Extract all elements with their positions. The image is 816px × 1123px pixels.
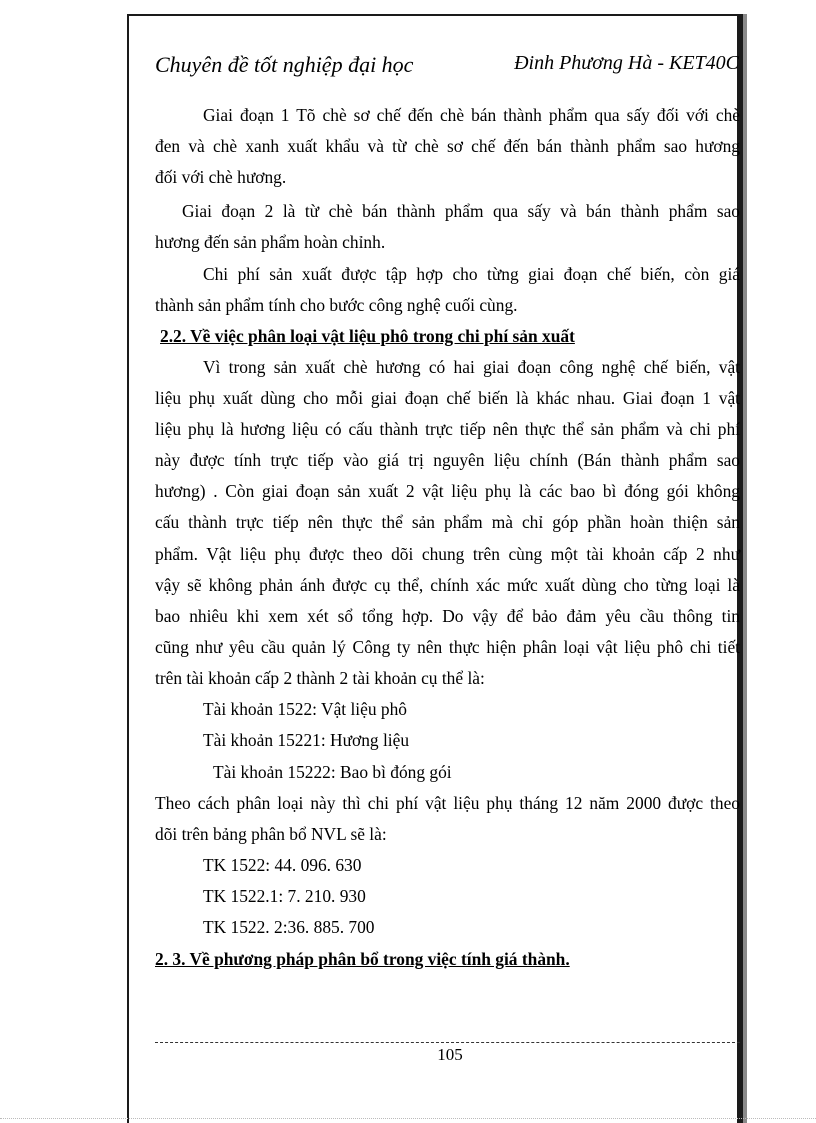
text-line: dõi trên bảng phân bổ NVL sẽ là:: [155, 824, 387, 844]
amount-line: TK 1522: 44. 096. 630: [203, 855, 362, 875]
amount-line: TK 1522.1: 7. 210. 930: [203, 886, 366, 906]
text-line: Giai đoạn 1 Tõ chè sơ chế đến chè bán thành phẩm qua sấy đối với chè: [203, 105, 740, 125]
section-heading: 2.2. Về việc phân loại vật liệu phô trong chi phí sản xuất: [160, 326, 575, 346]
text-line: liệu phụ xuất dùng cho mỗi giai đoạn chế biến là khác nhau. Giai đoạn 1 vật: [155, 388, 740, 408]
page-header: [155, 52, 739, 84]
text-line: hương đến sản phẩm hoàn chỉnh.: [155, 232, 386, 252]
header-title: Chuyên đề tốt nghiệp đại học: [155, 52, 414, 77]
text-line: Vì trong sản xuất chè hương có hai giai đoạn công nghệ chế biến, vật: [203, 357, 740, 377]
text-line: hương) . Còn giai đoạn sản xuất 2 vật liệu phụ là các bao bì đóng gói không: [155, 481, 740, 501]
text-line: cũng như yêu cầu quản lý Công ty nên thực hiện phân loại vật liệu phô chi tiết: [155, 637, 740, 657]
text-line: đen và chè xanh xuất khẩu và từ chè sơ chế đến bán thành phẩm sao hương: [155, 136, 740, 156]
section-heading: 2. 3. Về phương pháp phân bổ trong việc tính giá thành.: [155, 949, 570, 969]
text-line: Chi phí sản xuất được tập hợp cho từng giai đoạn chế biến, còn giá: [203, 264, 740, 284]
page-number: 105: [437, 1045, 463, 1064]
account-line: Tài khoản 15221: Hương liệu: [203, 730, 410, 750]
text-line: phẩm. Vật liệu phụ được theo dõi chung trên cùng một tài khoản cấp 2 như: [155, 544, 740, 564]
header-author: Đinh Phương Hà - KET40C: [514, 52, 739, 74]
text-line: cấu thành trực tiếp nên thực thể sản phẩm mà chỉ góp phần hoàn thiện sản: [155, 512, 740, 532]
account-line: Tài khoản 1522: Vật liệu phô: [203, 699, 407, 719]
text-line: đối với chè hương.: [155, 167, 287, 187]
footer-divider: [155, 1042, 740, 1043]
text-line: liệu phụ là hương liệu có cấu thành trực tiếp nên thực thể sản phẩm và chi phí: [155, 419, 740, 439]
page-bottom-edge: [0, 1118, 816, 1119]
text-line: Giai đoạn 2 là từ chè bán thành phẩm qua sấy và bán thành phẩm sao: [182, 201, 740, 221]
amount-line: TK 1522. 2:36. 885. 700: [203, 917, 375, 937]
text-line: Theo cách phân loại này thì chi phí vật liệu phụ tháng 12 năm 2000 được theo: [155, 793, 740, 813]
text-line: thành sản phẩm tính cho bước công nghệ cuối cùng.: [155, 295, 518, 315]
text-line: này được tính trực tiếp vào giá trị nguyên liệu chính (Bán thành phẩm sao: [155, 450, 740, 470]
text-line: vậy sẽ không phản ánh được cụ thể, chính xác mức xuất dùng cho từng loại là: [155, 575, 740, 595]
text-line: trên tài khoản cấp 2 thành 2 tài khoản cụ thể là:: [155, 668, 485, 688]
text-line: bao nhiêu khi xem xét sổ tổng hợp. Do vậy để bảo đảm yêu cầu thông tin: [155, 606, 740, 626]
account-line: Tài khoản 15222: Bao bì đóng gói: [213, 762, 452, 782]
